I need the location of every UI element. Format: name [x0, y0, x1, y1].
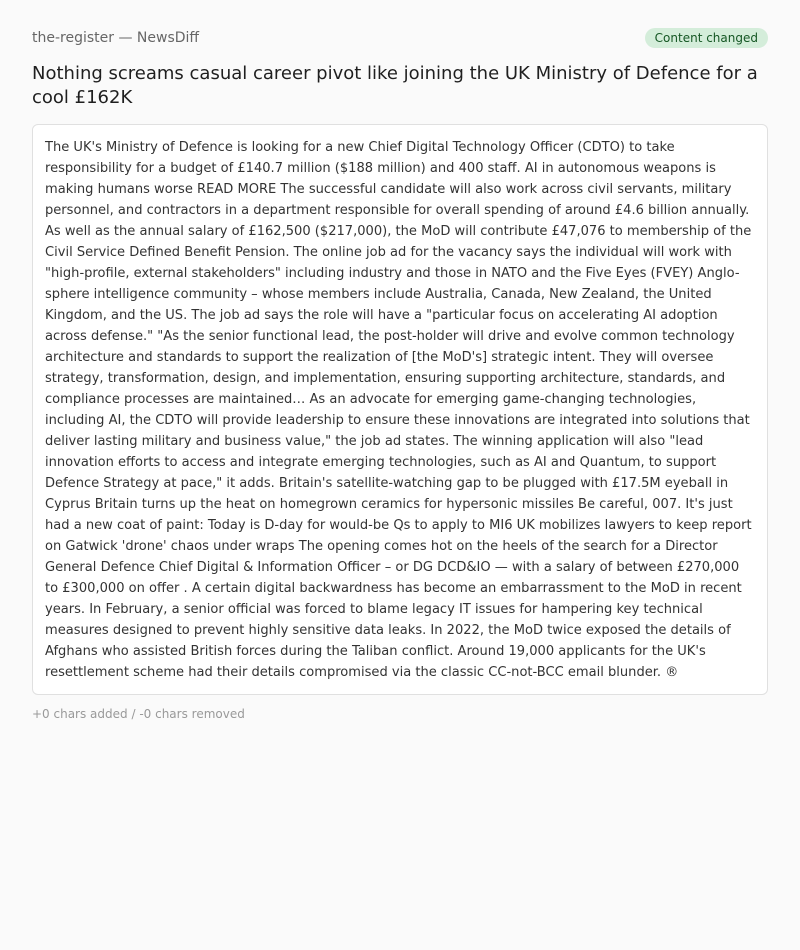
- newsdiff-view: [32, 28, 768, 722]
- diff-stats: +0 chars added / -0 chars removed: [32, 707, 245, 721]
- source-label: the-register — NewsDiff: [32, 30, 200, 46]
- status-badge: Content changed: [645, 28, 768, 48]
- article-content-box: [32, 124, 768, 695]
- article-body: The UK's Ministry of Defence is looking for a new Chief Digital Technology Officer (CDTO) to take responsibility for a budget of £140.7 million ($188 million) and 400 staff. AI in autonomous weapons is making humans worse READ MORE The successful candidate will also work across civil servants, military personnel, and contractors in a department responsible for overall spending of around £4.6 billion annually. As well as the annual salary of £162,500 ($217,000), the MoD will contribute £47,076 to membership of the Civil Service Defined Benefit Pension. The online job ad for the vacancy says the individual will work with "high-profile, external stakeholders" including industry and those in NATO and the Five Eyes (FVEY) Anglo-sphere intelligence community – whose members include Australia, Canada, New Zealand, the United Kingdom, and the US. The job ad says the role will have a "particular focus on accelerating AI adoption across defense." "As the senior functional lead, the post-holder will drive and evolve common technology architecture and standards to support the realization of [the MoD's] strategic intent. They will oversee strategy, transformation, design, and implementation, ensuring supporting architecture, standards, and compliance processes are maintained… As an advocate for emerging game-changing technologies, including AI, the CDTO will provide leadership to ensure these innovations are integrated into solutions that deliver lasting military and business value," the job ad states. The winning application will also "lead innovation efforts to access and integrate emerging technologies, such as AI and Quantum, to support Defence Strategy at pace," it adds. Britain's satellite-watching gap to be plugged with £17.5M eyeball in Cyprus Britain turns up the heat on homegrown ceramics for hypersonic missiles Be careful, 007. It's just had a new coat of paint: Today is D-day for would-be Qs to apply to MI6 UK mobilizes lawyers to keep report on Gatwick 'drone' chaos under wraps The opening comes hot on the heels of the search for a Director General Defence Chief Digital & Information Officer – or DG DCD&IO — with a salary of between £270,000 to £300,000 on offer . A certain digital backwardness has become an embarrassment to the MoD in recent years. In February, a senior official was forced to blame legacy IT issues for hampering key technical measures designed to prevent highly sensitive data leaks. In 2022, the MoD twice exposed the details of Afghans who assisted British forces during the Taliban conflict. Around 19,000 applicants for the UK's resettlement scheme had their details compromised via the classic CC-not-BCC email blunder. ®: [45, 140, 752, 680]
- article-title: Nothing screams casual career pivot like joining the UK Ministry of Defence for a cool £162K: [32, 63, 758, 108]
- header-row: [32, 28, 768, 48]
